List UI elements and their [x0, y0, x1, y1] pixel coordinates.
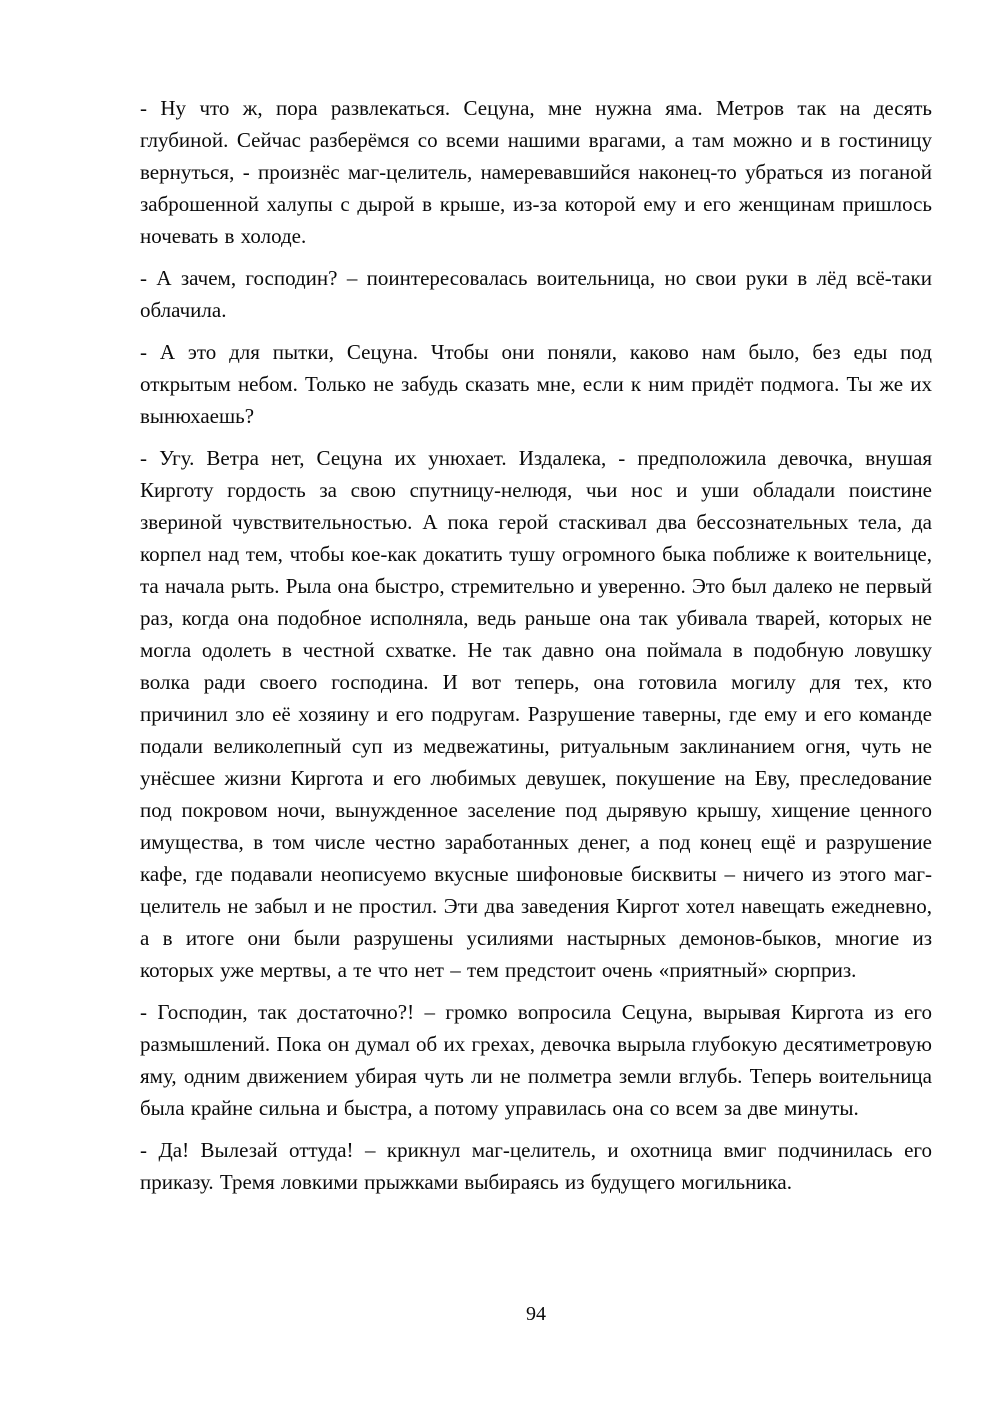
paragraph: - Ну что ж, пора развлекаться. Сецуна, мне нужна яма. Метров так на десять глубиной. Сейчас разберёмся со всеми нашими врагами, а там можно и в гостиницу вернуться, - произнёс маг-целитель, намеревавшийся наконец-то убраться из поганой заброшенной халупы с дырой в крыше, из-за которой ему и его женщинам пришлось ночевать в холоде.	[140, 96, 932, 248]
page-number: 94	[526, 1303, 546, 1325]
paragraph: - Господин, так достаточно?! – громко вопросила Сецуна, вырывая Киргота из его размышлений. Пока он думал об их грехах, девочка вырыла глубокую десятиметровую яму, одним движением убирая чуть ли не полметра земли вглубь. Теперь воительница была крайне сильна и быстра, а потому управилась она со всем за две минуты.	[140, 1000, 932, 1120]
paragraph: - А это для пытки, Сецуна. Чтобы они поняли, каково нам было, без еды под открытым небом. Только не забудь сказать мне, если к ним придёт подмога. Ты же их вынюхаешь?	[140, 340, 932, 428]
paragraph: - Угу. Ветра нет, Сецуна их унюхает. Издалека, - предположила девочка, внушая Кирготу гордость за свою спутницу-нелюдя, чьи нос и уши обладали поистине звериной чувствительностью. А пока герой стаскивал два бессознательных тела, да корпел над тем, чтобы кое-как докатить тушу огромного быка поближе к воительнице, та начала рыть. Рыла она быстро, стремительно и уверенно. Это был далеко не первый раз, когда она подобное исполняла, ведь раньше она так убивала тварей, которых не могла одолеть в честной схватке. Не так давно она поймала в подобную ловушку волка ради своего господина. И вот теперь, она готовила могилу для тех, кто причинил зло её хозяину и его подругам. Разрушение таверны, где ему и его команде подали великолепный суп из медвежатины, ритуальным заклинанием огня, чуть не унёсшее жизни Киргота и его любимых девушек, покушение на Еву, преследование под покровом ночи, вынужденное заселение под дырявую крышу, хищение ценного имущества, в том числе честно заработанных денег, а под конец ещё и разрушение кафе, где подавали неописуемо вкусные шифоновые бисквиты – ничего из этого маг-целитель не забыл и не простил. Эти два заведения Киргот хотел навещать ежедневно, а в итоге они были разрушены усилиями настырных демонов-быков, многие из которых уже мертвы, а те что нет – тем предстоит очень «приятный» сюрприз.	[140, 446, 932, 982]
paragraph: - А зачем, господин? – поинтересовалась воительница, но свои руки в лёд всё-таки облачила.	[140, 266, 932, 322]
paragraph: - Да! Вылезай оттуда! – крикнул маг-целитель, и охотница вмиг подчинилась его приказу. Тремя ловкими прыжками выбираясь из будущего могильника.	[140, 1138, 932, 1194]
text-block	[140, 92, 932, 1208]
